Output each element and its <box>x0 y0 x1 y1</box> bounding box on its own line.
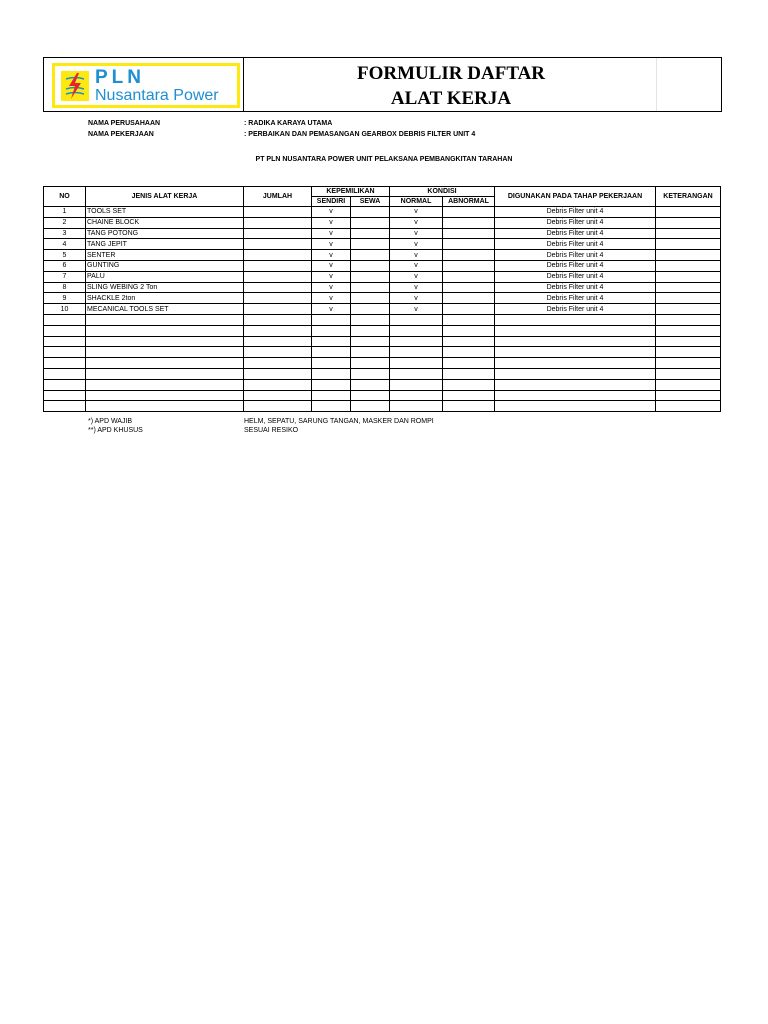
row-sewa <box>351 207 390 218</box>
row-stage: Debris Filter unit 4 <box>495 293 656 304</box>
row-sendiri: v <box>312 250 351 261</box>
row-sendiri: v <box>312 217 351 228</box>
row-stage <box>495 379 656 390</box>
table-row <box>44 401 721 412</box>
table-row <box>44 358 721 369</box>
row-normal: v <box>390 250 443 261</box>
row-item <box>86 358 244 369</box>
row-jumlah <box>244 293 312 304</box>
row-stage: Debris Filter unit 4 <box>495 250 656 261</box>
row-stage: Debris Filter unit 4 <box>495 239 656 250</box>
table-row <box>44 314 721 325</box>
row-no <box>44 325 86 336</box>
row-abnormal <box>443 293 495 304</box>
row-no: 3 <box>44 228 86 239</box>
row-keterangan <box>656 282 721 293</box>
row-keterangan <box>656 239 721 250</box>
company-label: NAMA PERUSAHAAN <box>88 120 161 127</box>
row-normal <box>390 390 443 401</box>
row-sendiri: v <box>312 293 351 304</box>
row-jumlah <box>244 239 312 250</box>
row-no: 7 <box>44 271 86 282</box>
row-item <box>86 325 244 336</box>
row-keterangan <box>656 228 721 239</box>
row-no: 8 <box>44 282 86 293</box>
row-abnormal <box>443 250 495 261</box>
row-jumlah <box>244 390 312 401</box>
row-no <box>44 379 86 390</box>
row-jumlah <box>244 304 312 315</box>
row-normal <box>390 368 443 379</box>
row-stage <box>495 401 656 412</box>
row-stage <box>495 347 656 358</box>
row-sendiri <box>312 379 351 390</box>
row-normal: v <box>390 304 443 315</box>
row-abnormal <box>443 390 495 401</box>
company-value: : RADIKA KARAYA UTAMA <box>244 120 333 127</box>
row-normal: v <box>390 207 443 218</box>
row-sewa <box>351 228 390 239</box>
row-sewa <box>351 401 390 412</box>
row-no: 9 <box>44 293 86 304</box>
row-sewa <box>351 336 390 347</box>
row-jumlah <box>244 228 312 239</box>
row-abnormal <box>443 401 495 412</box>
row-stage <box>495 368 656 379</box>
row-abnormal <box>443 347 495 358</box>
col-header-kondisi: KONDISI <box>390 187 495 197</box>
row-normal: v <box>390 260 443 271</box>
row-jumlah <box>244 271 312 282</box>
row-no: 4 <box>44 239 86 250</box>
header-blank-cell <box>656 58 722 111</box>
lightning-icon <box>60 70 90 102</box>
row-abnormal <box>443 379 495 390</box>
row-normal <box>390 314 443 325</box>
row-normal: v <box>390 228 443 239</box>
row-item <box>86 314 244 325</box>
table-row <box>44 390 721 401</box>
row-item: PALU <box>86 271 244 282</box>
row-sewa <box>351 325 390 336</box>
row-sewa <box>351 368 390 379</box>
row-sendiri <box>312 368 351 379</box>
table-row <box>44 250 721 261</box>
row-keterangan <box>656 304 721 315</box>
row-sewa <box>351 271 390 282</box>
row-item: TANG JEPIT <box>86 239 244 250</box>
row-item: SENTER <box>86 250 244 261</box>
row-stage <box>495 390 656 401</box>
row-jumlah <box>244 358 312 369</box>
col-header-digunakan: DIGUNAKAN PADA TAHAP PEKERJAAN <box>495 187 656 207</box>
row-normal: v <box>390 239 443 250</box>
row-sendiri <box>312 336 351 347</box>
row-no: 6 <box>44 260 86 271</box>
row-no <box>44 314 86 325</box>
row-sewa <box>351 379 390 390</box>
row-abnormal <box>443 304 495 315</box>
row-item <box>86 368 244 379</box>
row-keterangan <box>656 379 721 390</box>
col-header-sendiri: SENDIRI <box>312 197 351 207</box>
row-stage: Debris Filter unit 4 <box>495 304 656 315</box>
row-sendiri <box>312 358 351 369</box>
row-jumlah <box>244 368 312 379</box>
row-sendiri <box>312 314 351 325</box>
job-label: NAMA PEKERJAAN <box>88 131 154 138</box>
row-sewa <box>351 282 390 293</box>
pln-logo <box>52 63 240 108</box>
row-sewa <box>351 347 390 358</box>
form-header <box>43 57 722 112</box>
row-sewa <box>351 390 390 401</box>
row-keterangan <box>656 368 721 379</box>
table-row <box>44 304 721 315</box>
row-abnormal <box>443 336 495 347</box>
row-no <box>44 336 86 347</box>
row-sewa <box>351 293 390 304</box>
row-item: MECANICAL TOOLS SET <box>86 304 244 315</box>
row-abnormal <box>443 368 495 379</box>
row-item <box>86 379 244 390</box>
row-jumlah <box>244 379 312 390</box>
col-header-no: NO <box>44 187 86 207</box>
row-abnormal <box>443 217 495 228</box>
row-abnormal <box>443 228 495 239</box>
row-keterangan <box>656 207 721 218</box>
row-no <box>44 390 86 401</box>
row-abnormal <box>443 358 495 369</box>
row-stage: Debris Filter unit 4 <box>495 217 656 228</box>
row-sendiri <box>312 390 351 401</box>
table-row <box>44 347 721 358</box>
row-keterangan <box>656 401 721 412</box>
row-keterangan <box>656 358 721 369</box>
row-abnormal <box>443 207 495 218</box>
row-item: SHACKLE 2ton <box>86 293 244 304</box>
row-item <box>86 390 244 401</box>
row-no <box>44 358 86 369</box>
row-item <box>86 401 244 412</box>
col-header-kepemilikan: KEPEMILIKAN <box>312 187 390 197</box>
row-sendiri <box>312 325 351 336</box>
row-no: 10 <box>44 304 86 315</box>
row-stage <box>495 358 656 369</box>
row-keterangan <box>656 293 721 304</box>
table-row <box>44 293 721 304</box>
table-row <box>44 325 721 336</box>
row-sewa <box>351 260 390 271</box>
row-no: 5 <box>44 250 86 261</box>
row-normal: v <box>390 217 443 228</box>
row-jumlah <box>244 282 312 293</box>
row-abnormal <box>443 314 495 325</box>
col-header-sewa: SEWA <box>351 197 390 207</box>
row-jumlah <box>244 347 312 358</box>
row-normal <box>390 379 443 390</box>
row-jumlah <box>244 314 312 325</box>
row-jumlah <box>244 207 312 218</box>
row-normal <box>390 325 443 336</box>
row-no: 1 <box>44 207 86 218</box>
row-sendiri: v <box>312 260 351 271</box>
row-item: GUNTING <box>86 260 244 271</box>
row-jumlah <box>244 325 312 336</box>
row-abnormal <box>443 260 495 271</box>
apd-khusus-label: **) APD KHUSUS <box>88 427 143 434</box>
row-no <box>44 368 86 379</box>
row-sendiri: v <box>312 282 351 293</box>
form-title-line1: FORMULIR DAFTAR <box>356 63 546 84</box>
row-sewa <box>351 304 390 315</box>
row-normal <box>390 336 443 347</box>
row-abnormal <box>443 239 495 250</box>
row-item <box>86 347 244 358</box>
row-sendiri: v <box>312 239 351 250</box>
row-abnormal <box>443 282 495 293</box>
row-sendiri: v <box>312 304 351 315</box>
job-value: : PERBAIKAN DAN PEMASANGAN GEARBOX DEBRIS FILTER UNIT 4 <box>244 131 476 138</box>
row-jumlah <box>244 250 312 261</box>
tools-table <box>43 186 721 412</box>
row-jumlah <box>244 260 312 271</box>
row-no <box>44 401 86 412</box>
row-normal <box>390 347 443 358</box>
table-row <box>44 239 721 250</box>
row-abnormal <box>443 325 495 336</box>
unit-title: PT PLN NUSANTARA POWER UNIT PELAKSANA PEMBANGKITAN TARAHAN <box>255 156 513 163</box>
row-keterangan <box>656 250 721 261</box>
row-item: TANG POTONG <box>86 228 244 239</box>
row-sendiri: v <box>312 271 351 282</box>
col-header-jumlah: JUMLAH <box>244 187 312 207</box>
row-jumlah <box>244 217 312 228</box>
row-keterangan <box>656 260 721 271</box>
row-jumlah <box>244 401 312 412</box>
table-row <box>44 336 721 347</box>
logo-subtitle: Nusantara Power <box>95 87 219 104</box>
logo-word: PLN <box>95 67 145 88</box>
row-item <box>86 336 244 347</box>
row-keterangan <box>656 271 721 282</box>
row-keterangan <box>656 325 721 336</box>
table-row <box>44 271 721 282</box>
table-row <box>44 368 721 379</box>
row-stage: Debris Filter unit 4 <box>495 271 656 282</box>
row-normal: v <box>390 293 443 304</box>
row-keterangan <box>656 347 721 358</box>
logo-cell <box>44 58 244 111</box>
row-stage: Debris Filter unit 4 <box>495 282 656 293</box>
row-stage <box>495 336 656 347</box>
row-jumlah <box>244 336 312 347</box>
row-stage <box>495 325 656 336</box>
row-keterangan <box>656 314 721 325</box>
row-normal <box>390 401 443 412</box>
row-sewa <box>351 239 390 250</box>
row-abnormal <box>443 271 495 282</box>
row-no <box>44 347 86 358</box>
table-row <box>44 217 721 228</box>
row-sendiri: v <box>312 207 351 218</box>
row-sewa <box>351 314 390 325</box>
table-row <box>44 228 721 239</box>
table-row <box>44 379 721 390</box>
table-row <box>44 282 721 293</box>
row-item: TOOLS SET <box>86 207 244 218</box>
row-keterangan <box>656 217 721 228</box>
col-header-jenis: JENIS ALAT KERJA <box>86 187 244 207</box>
row-normal: v <box>390 282 443 293</box>
row-normal: v <box>390 271 443 282</box>
row-no: 2 <box>44 217 86 228</box>
form-title-line2: ALAT KERJA <box>390 88 512 109</box>
row-normal <box>390 358 443 369</box>
row-sendiri <box>312 401 351 412</box>
col-header-keterangan: KETERANGAN <box>656 187 721 207</box>
apd-khusus-value: SESUAI RESIKO <box>244 427 299 434</box>
row-stage <box>495 314 656 325</box>
apd-wajib-label: *) APD WAJIB <box>88 418 133 425</box>
table-row <box>44 207 721 218</box>
row-sewa <box>351 250 390 261</box>
row-item: CHAINE BLOCK <box>86 217 244 228</box>
row-stage: Debris Filter unit 4 <box>495 207 656 218</box>
row-item: SLING WEBING 2 Ton <box>86 282 244 293</box>
table-row <box>44 260 721 271</box>
row-stage: Debris Filter unit 4 <box>495 228 656 239</box>
row-keterangan <box>656 390 721 401</box>
row-keterangan <box>656 336 721 347</box>
title-cell <box>244 58 658 111</box>
row-stage: Debris Filter unit 4 <box>495 260 656 271</box>
col-header-normal: NORMAL <box>390 197 443 207</box>
apd-wajib-value: HELM, SEPATU, SARUNG TANGAN, MASKER DAN ROMPI <box>244 418 434 425</box>
row-sendiri: v <box>312 228 351 239</box>
row-sewa <box>351 358 390 369</box>
col-header-abnormal: ABNORMAL <box>443 197 495 207</box>
row-sendiri <box>312 347 351 358</box>
row-sewa <box>351 217 390 228</box>
